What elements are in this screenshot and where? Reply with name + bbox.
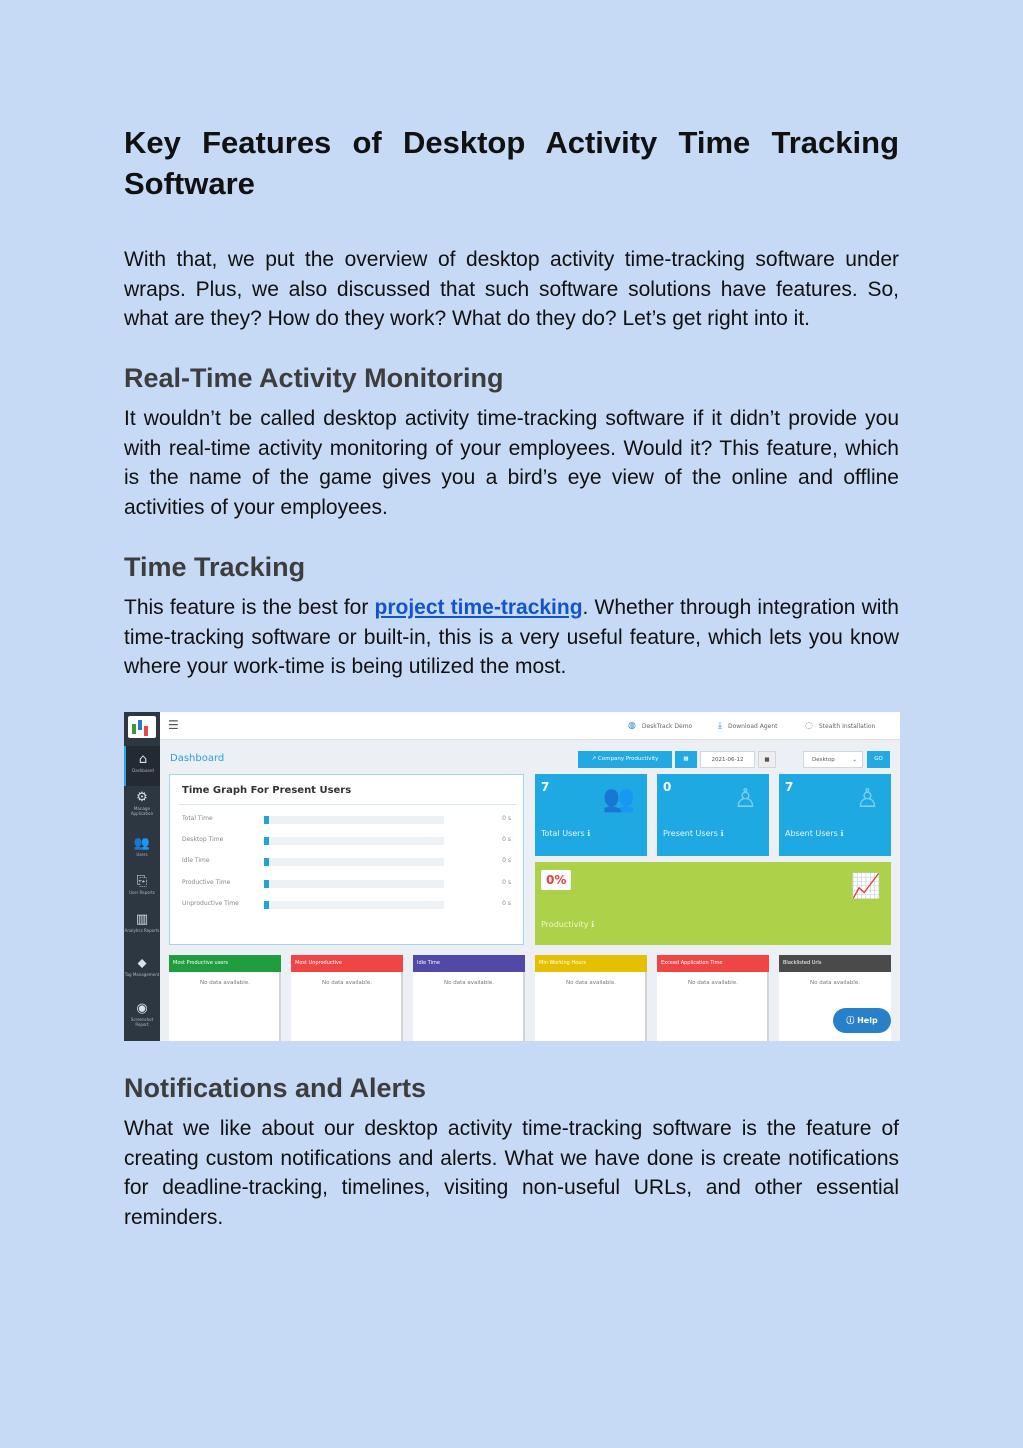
device-select[interactable]: Desktop ⌄ xyxy=(803,751,863,768)
section-text-notifications: What we like about our desktop activity time-tracking software is the feature of creating custom notifications and alerts. What we have done is create notifications for deadline-tracking, timelines, visiting non-useful URLs, and other essential reminders. xyxy=(124,1117,899,1230)
dashboard-screenshot xyxy=(124,712,900,1041)
card-header: Most Productive users xyxy=(169,955,281,972)
chevron-down-icon: ⌄ xyxy=(852,757,857,763)
time-bar xyxy=(264,837,444,845)
blacklisted-urls-card: Blacklisted Urls No data available. xyxy=(779,955,891,1041)
go-button[interactable]: GO xyxy=(867,751,890,768)
sidebar-item-user-reports[interactable]: ⎘ User Reports xyxy=(124,868,160,908)
absent-users-card[interactable]: 7 ♙ Absent Users ℹ xyxy=(779,774,891,856)
chart-icon: ▥ xyxy=(135,912,149,927)
demo-icon: ◍ xyxy=(628,721,636,731)
section-text-realtime: It wouldn’t be called desktop activity time-tracking software if it didn’t provide you with real-time activity monitoring of your employees. Would it? This feature, which is the name of the game gives you a bird’s eye view of the online and offline activities of your employees. xyxy=(124,407,899,520)
time-graph-title: Time Graph For Present Users xyxy=(182,785,352,796)
time-bar xyxy=(264,858,444,866)
calendar-button[interactable] xyxy=(675,751,697,768)
section-text-timetracking xyxy=(124,593,899,682)
gears-icon: ⚙ xyxy=(136,790,148,805)
sidebar xyxy=(124,712,160,1041)
help-button[interactable]: ⓘ Help xyxy=(833,1008,891,1033)
app-logo xyxy=(128,716,156,738)
time-row: Desktop Time 0 s xyxy=(182,836,511,843)
download-agent-link[interactable]: ⤓ Download Agent xyxy=(718,721,778,731)
timetracking-text-after: . Whether through integration with time-tracking software or built-in, this is a very useful feature, which lets you know where your work-time is being utilized the most. xyxy=(124,596,899,679)
card-header: Idle Time xyxy=(413,955,525,972)
most-productive-card: Most Productive users No data available. xyxy=(169,955,281,1041)
page-heading xyxy=(124,122,899,204)
user-outline-icon: ♙ xyxy=(855,784,879,814)
camera-icon: ◉ xyxy=(136,1001,148,1016)
user-outline-icon: ♙ xyxy=(733,784,757,814)
calendar-icon: ▦ xyxy=(683,756,689,762)
intro-paragraph: With that, we put the overview of desktop activity time-tracking software under wraps. Plus, we also discussed that such software solutions have features. So, what are they? How do they work? What do they do? Let’s get right into it. xyxy=(124,248,899,331)
productivity-percent: 0% xyxy=(541,870,571,890)
line-chart-icon: ↗ xyxy=(591,756,598,762)
users-icon: 👥 xyxy=(133,836,151,851)
time-row: Idle Time 0 s xyxy=(182,857,511,864)
menu-icon[interactable]: ☰ xyxy=(168,718,179,732)
idle-time-card: Idle Time No data available. xyxy=(413,955,525,1041)
most-unproductive-card: Most Unproductive No data available. xyxy=(291,955,403,1041)
sidebar-item-analytics-reports[interactable]: ▥ Analytics Reports xyxy=(124,912,160,933)
section-title-realtime: Real-Time Activity Monitoring xyxy=(124,363,504,393)
reports-icon: ⎘ xyxy=(136,874,148,889)
company-productivity-button[interactable]: ↗ Company Productivity xyxy=(578,751,672,768)
sidebar-item-dashboard[interactable]: ⌂ Dashboard xyxy=(124,746,160,786)
timetracking-text-before: This feature is the best for xyxy=(124,596,375,619)
sidebar-item-users[interactable]: 👥 Users xyxy=(124,830,160,870)
home-icon: ⌂ xyxy=(138,752,148,767)
time-bar xyxy=(264,816,444,824)
time-row: Productive Time 0 s xyxy=(182,879,511,886)
section-title-timetracking: Time Tracking xyxy=(124,552,306,582)
sidebar-item-tag-management[interactable]: ⬥ Tag Management xyxy=(124,956,160,977)
card-header: Most Unproductive xyxy=(291,955,403,972)
date-clear-button[interactable] xyxy=(758,751,776,768)
stealth-installation-link[interactable]: ◌ Stealth Installation xyxy=(805,721,876,731)
sidebar-item-manage-application[interactable]: ⚙ Manage Application xyxy=(124,784,160,824)
topbar xyxy=(160,712,900,740)
page-heading-line1: Key Features of Desktop Activity Time Tracking xyxy=(124,125,899,160)
project-time-tracking-link[interactable]: project time-tracking xyxy=(374,596,583,619)
users-group-icon: 👥 xyxy=(602,784,635,814)
exceed-application-time-card: Exceed Application Time No data available. xyxy=(657,955,769,1041)
tag-icon: ⬥ xyxy=(137,956,147,971)
card-header: Exceed Application Time xyxy=(657,955,769,972)
card-header: Min Working Hours xyxy=(535,955,647,972)
present-users-card[interactable]: 0 ♙ Present Users ℹ xyxy=(657,774,769,856)
card-header: Blacklisted Urls xyxy=(779,955,891,972)
divider xyxy=(178,804,516,805)
time-bar xyxy=(264,880,444,888)
time-row: Unproductive Time 0 s xyxy=(182,900,511,907)
square-icon: ■ xyxy=(764,757,770,763)
stealth-icon: ◌ xyxy=(805,721,813,731)
time-bar xyxy=(264,901,444,909)
section-title-notifications: Notifications and Alerts xyxy=(124,1073,427,1103)
download-icon: ⤓ xyxy=(718,721,722,731)
trend-chart-icon: 📈 xyxy=(851,872,881,900)
date-field[interactable]: 2021-06-12 xyxy=(700,751,755,768)
total-users-card[interactable]: 7 👥 Total Users ℹ xyxy=(535,774,647,856)
productivity-card[interactable]: 0% 📈 Productivity ℹ xyxy=(535,862,891,945)
time-row: Total Time 0 s xyxy=(182,815,511,822)
sidebar-item-screenshot-report[interactable]: ◉ Screenshot Report xyxy=(124,995,160,1035)
min-working-hours-card: Min Working Hours No data available. xyxy=(535,955,647,1041)
breadcrumb: Dashboard xyxy=(170,753,225,764)
page-heading-line2: Software xyxy=(124,166,255,201)
time-graph-panel xyxy=(169,774,524,945)
demo-link[interactable]: ◍ DeskTrack Demo xyxy=(628,721,693,731)
